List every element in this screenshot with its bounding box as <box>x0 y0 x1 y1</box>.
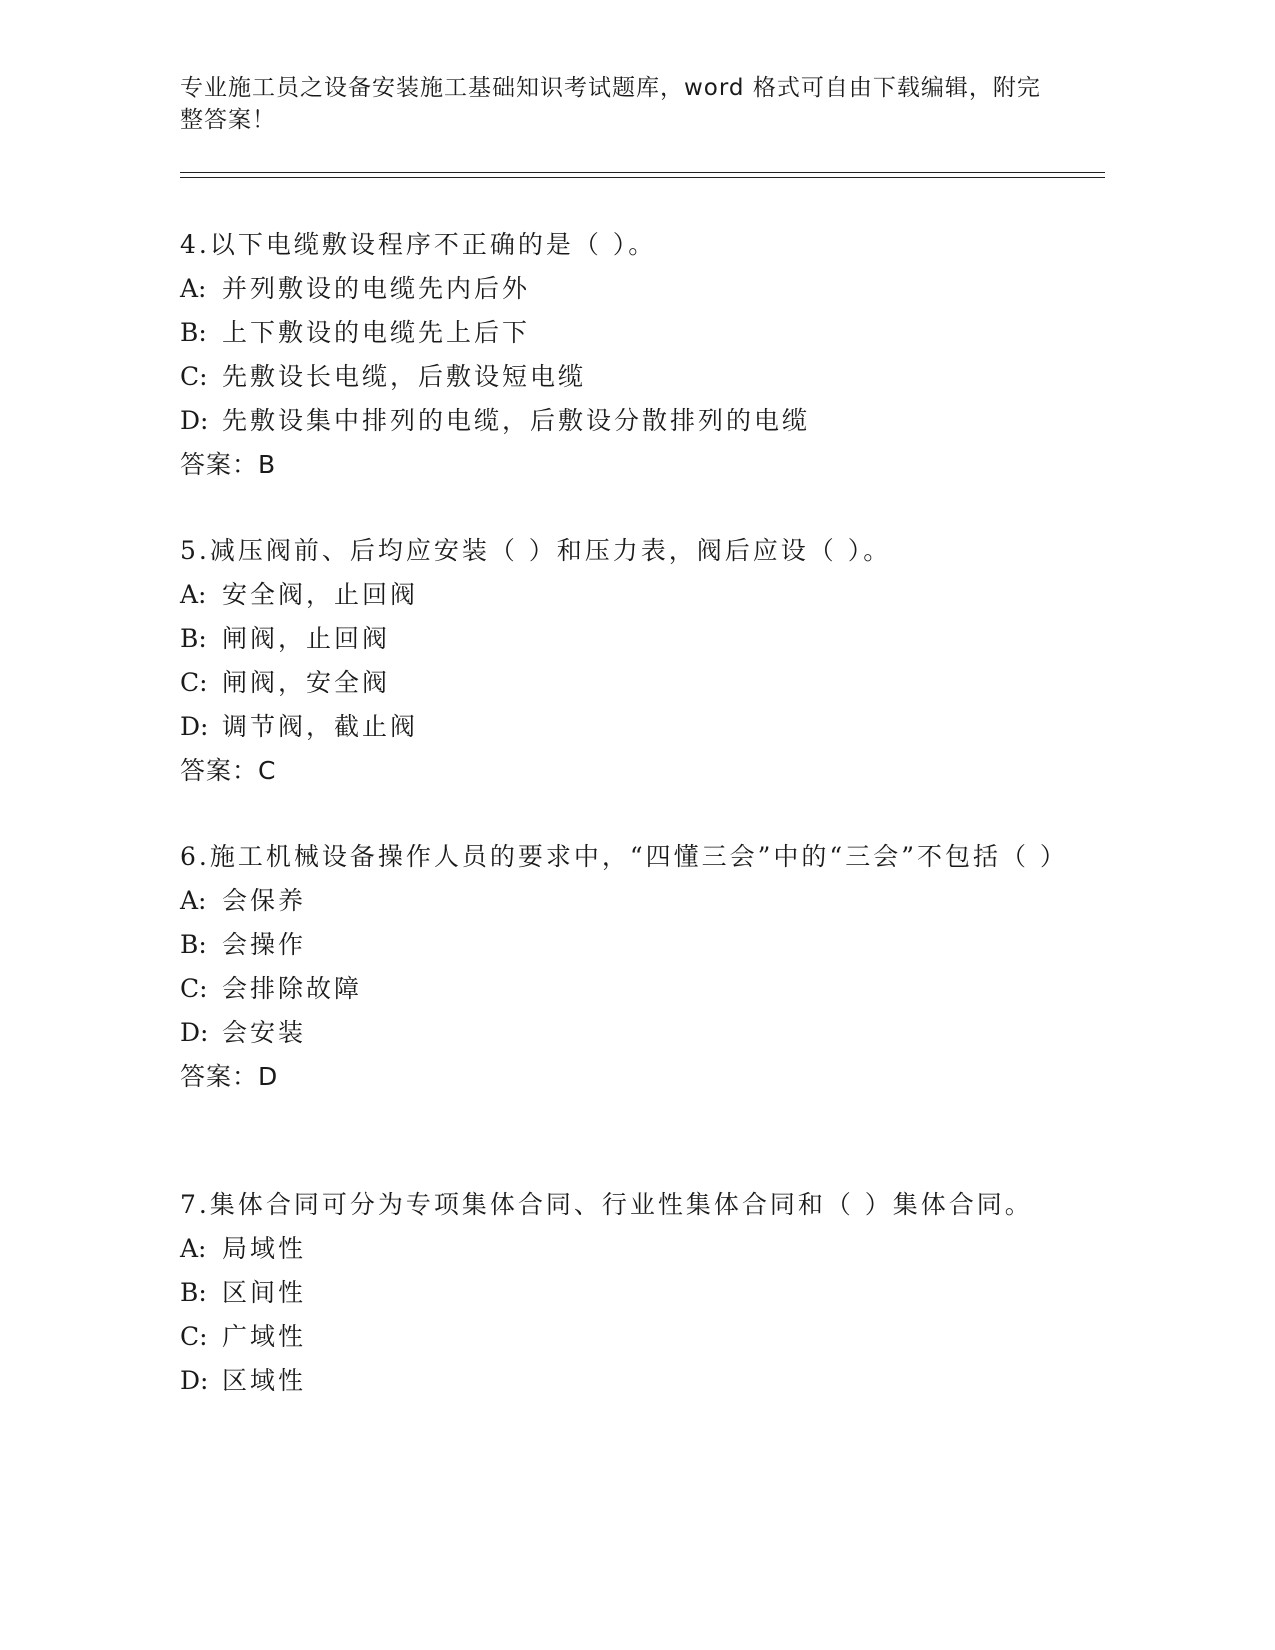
option-text: 先敷设长电缆，后敷设短电缆 <box>222 362 587 391</box>
answer-line: 答案：D <box>180 1062 279 1091</box>
question-stem: 7.集体合同可分为专项集体合同、行业性集体合同和（ ）集体合同。 <box>180 1190 1033 1219</box>
option-text: 安全阀，止回阀 <box>222 580 419 609</box>
option-letter: D: <box>180 1018 209 1047</box>
option-c <box>180 355 1060 399</box>
option-letter: B: <box>180 318 207 347</box>
option-text: 广域性 <box>222 1322 307 1351</box>
option-text: 会安装 <box>222 1018 307 1047</box>
option-text: 区域性 <box>222 1366 307 1395</box>
option-letter: D: <box>180 406 209 435</box>
option-d <box>180 705 1060 749</box>
option-d <box>180 1011 1060 1055</box>
option-d <box>180 399 1060 443</box>
header-divider-bottom <box>180 177 1105 178</box>
option-c <box>180 1315 1060 1359</box>
option-letter: C: <box>180 1322 208 1351</box>
option-a <box>180 1227 1060 1271</box>
option-text: 先敷设集中排列的电缆，后敷设分散排列的电缆 <box>222 406 811 435</box>
question-7 <box>180 1183 1060 1403</box>
option-letter: A: <box>180 580 207 609</box>
option-a <box>180 267 1060 311</box>
option-letter: B: <box>180 930 207 959</box>
header-divider-top <box>180 172 1105 173</box>
option-letter: C: <box>180 668 208 697</box>
option-c <box>180 967 1060 1011</box>
option-text: 上下敷设的电缆先上后下 <box>222 318 531 347</box>
option-b <box>180 311 1060 355</box>
question-4 <box>180 223 1060 487</box>
option-letter: D: <box>180 1366 209 1395</box>
question-stem: 5.减压阀前、后均应安装（ ）和压力表，阀后应设（ ）。 <box>180 536 892 565</box>
option-a <box>180 573 1060 617</box>
option-text: 调节阀，截止阀 <box>222 712 419 741</box>
document-header: 专业施工员之设备安装施工基础知识考试题库，word 格式可自由下载编辑，附完整答案！ <box>180 75 1041 133</box>
option-letter: B: <box>180 1278 207 1307</box>
option-text: 会排除故障 <box>222 974 363 1003</box>
option-text: 区间性 <box>222 1278 307 1307</box>
option-d <box>180 1359 1060 1403</box>
question-6 <box>180 835 1068 1099</box>
option-b <box>180 1271 1060 1315</box>
option-text: 会保养 <box>222 886 307 915</box>
option-letter: A: <box>180 274 207 303</box>
option-text: 闸阀，止回阀 <box>222 624 391 653</box>
option-letter: D: <box>180 712 209 741</box>
question-stem: 6.施工机械设备操作人员的要求中，“四懂三会”中的“三会”不包括（ ） <box>180 842 1068 871</box>
option-text: 闸阀，安全阀 <box>222 668 391 697</box>
question-stem: 4.以下电缆敷设程序不正确的是（ ）。 <box>180 230 657 259</box>
answer-line: 答案：B <box>180 450 277 479</box>
option-b <box>180 923 1060 967</box>
option-text: 并列敷设的电缆先内后外 <box>222 274 531 303</box>
option-letter: B: <box>180 624 207 653</box>
answer-line: 答案：C <box>180 756 277 785</box>
option-letter: A: <box>180 886 207 915</box>
option-letter: C: <box>180 362 208 391</box>
option-letter: C: <box>180 974 208 1003</box>
question-5 <box>180 529 1060 793</box>
option-c <box>180 661 1060 705</box>
option-b <box>180 617 1060 661</box>
option-a <box>180 879 1060 923</box>
option-text: 局域性 <box>222 1234 307 1263</box>
option-letter: A: <box>180 1234 207 1263</box>
option-text: 会操作 <box>222 930 307 959</box>
